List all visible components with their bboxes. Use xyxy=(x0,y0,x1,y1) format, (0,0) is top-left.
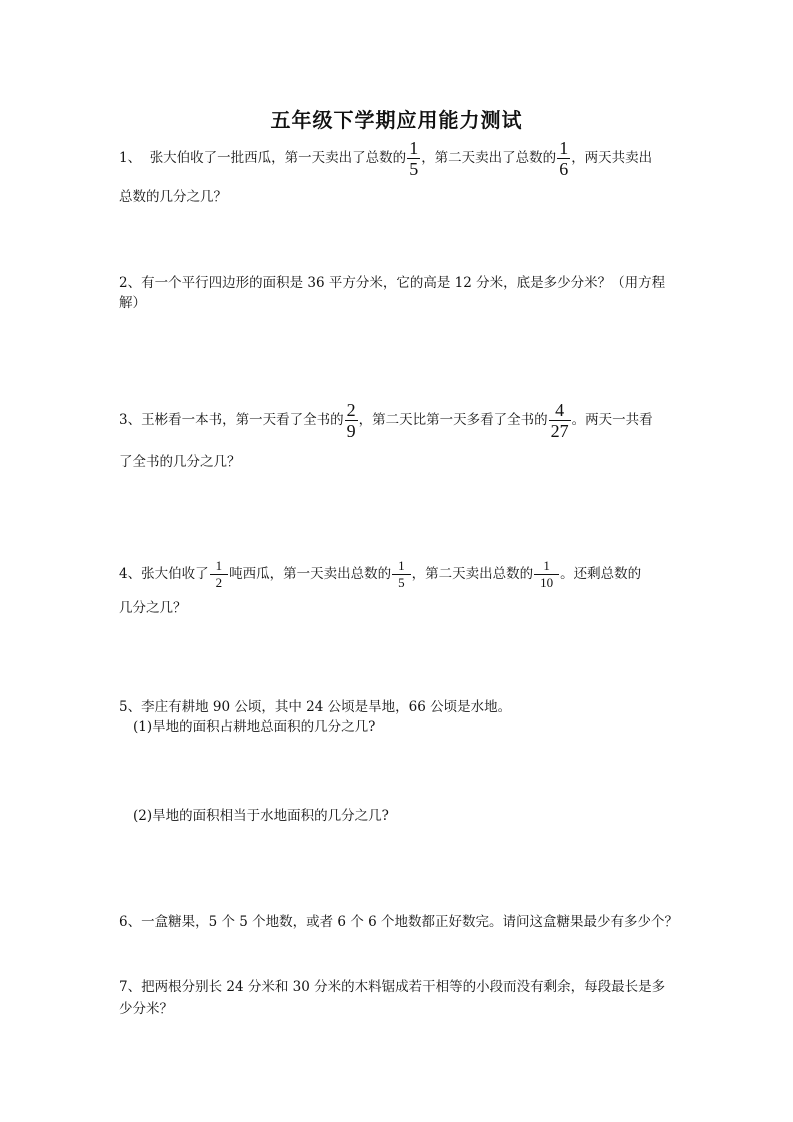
question-text: 总数的几分之几？ xyxy=(119,189,227,205)
question-text: ，第二天卖出总数的 xyxy=(411,566,534,582)
question-text: 把两根分别长 24 分米和 30 分米的木料锯成若干相等的小段而没有剩余，每段最长是多 xyxy=(141,979,666,995)
question-3 xyxy=(119,398,679,472)
fraction: $\frac{2}{9}$ xyxy=(346,399,356,441)
fraction: $\frac{1}{2}$ xyxy=(210,558,229,591)
fraction: $\frac{1}{5}$ xyxy=(409,137,419,179)
question-number: 1、 xyxy=(119,149,142,166)
question-text: 张大伯收了一批西瓜，第一天卖出了总数的 xyxy=(149,149,407,166)
question-text: 张大伯收了 xyxy=(141,566,209,582)
fraction: $\frac{1}{6}$ xyxy=(559,137,569,179)
question-7 xyxy=(119,977,679,1019)
question-6 xyxy=(119,912,679,932)
question-text: 解） xyxy=(119,295,146,311)
question-text: 几分之几？ xyxy=(119,600,187,616)
question-text: 。两天一共看 xyxy=(571,412,653,428)
question-text: 一盒糖果，5 个 5 个地数，或者 6 个 6 个地数都正好数完。请问这盒糖果最少有多少个？ xyxy=(141,914,678,930)
question-text: 李庄有耕地 90 公顷，其中 24 公顷是旱地，66 公顷是水地。 xyxy=(141,699,512,715)
question-text: 。还剩总数的 xyxy=(560,566,642,582)
question-5-part-1: (1)旱地的面积占耕地总面积的几分之几? xyxy=(133,719,376,735)
question-2 xyxy=(119,273,679,313)
fraction: $\frac{1}{10}$ xyxy=(534,558,559,591)
question-number: 6、 xyxy=(119,914,142,930)
fraction: $\frac{1}{5}$ xyxy=(392,558,411,591)
question-text: ，第二天卖出了总数的 xyxy=(421,149,557,166)
question-text: 有一个平行四边形的面积是 36 平方分米，它的高是 12 分米，底是多少分米？（用方程 xyxy=(141,275,666,291)
question-text: ，两天共卖出 xyxy=(571,149,653,166)
question-number: 3、 xyxy=(119,412,142,428)
question-number: 2、 xyxy=(119,275,142,291)
page-title: 五年级下学期应用能力测试 xyxy=(270,108,523,132)
question-number: 5、 xyxy=(119,699,142,715)
question-text: 吨西瓜，第一天卖出总数的 xyxy=(229,566,392,582)
question-text: 了全书的几分之几？ xyxy=(119,454,241,470)
question-number: 7、 xyxy=(119,979,142,995)
question-text: 王彬看一本书，第一天看了全书的 xyxy=(141,412,344,428)
question-1 xyxy=(119,137,679,207)
question-number: 4、 xyxy=(119,566,142,582)
question-5-part-2: (2)旱地的面积相当于水地面积的几分之几? xyxy=(133,808,389,824)
question-5 xyxy=(119,697,679,717)
fraction: $\frac{4}{27}$ xyxy=(550,399,569,441)
question-text: 少分米？ xyxy=(119,1001,173,1017)
question-text: ，第二天比第一天多看了全书的 xyxy=(358,412,548,428)
question-4 xyxy=(119,556,679,618)
